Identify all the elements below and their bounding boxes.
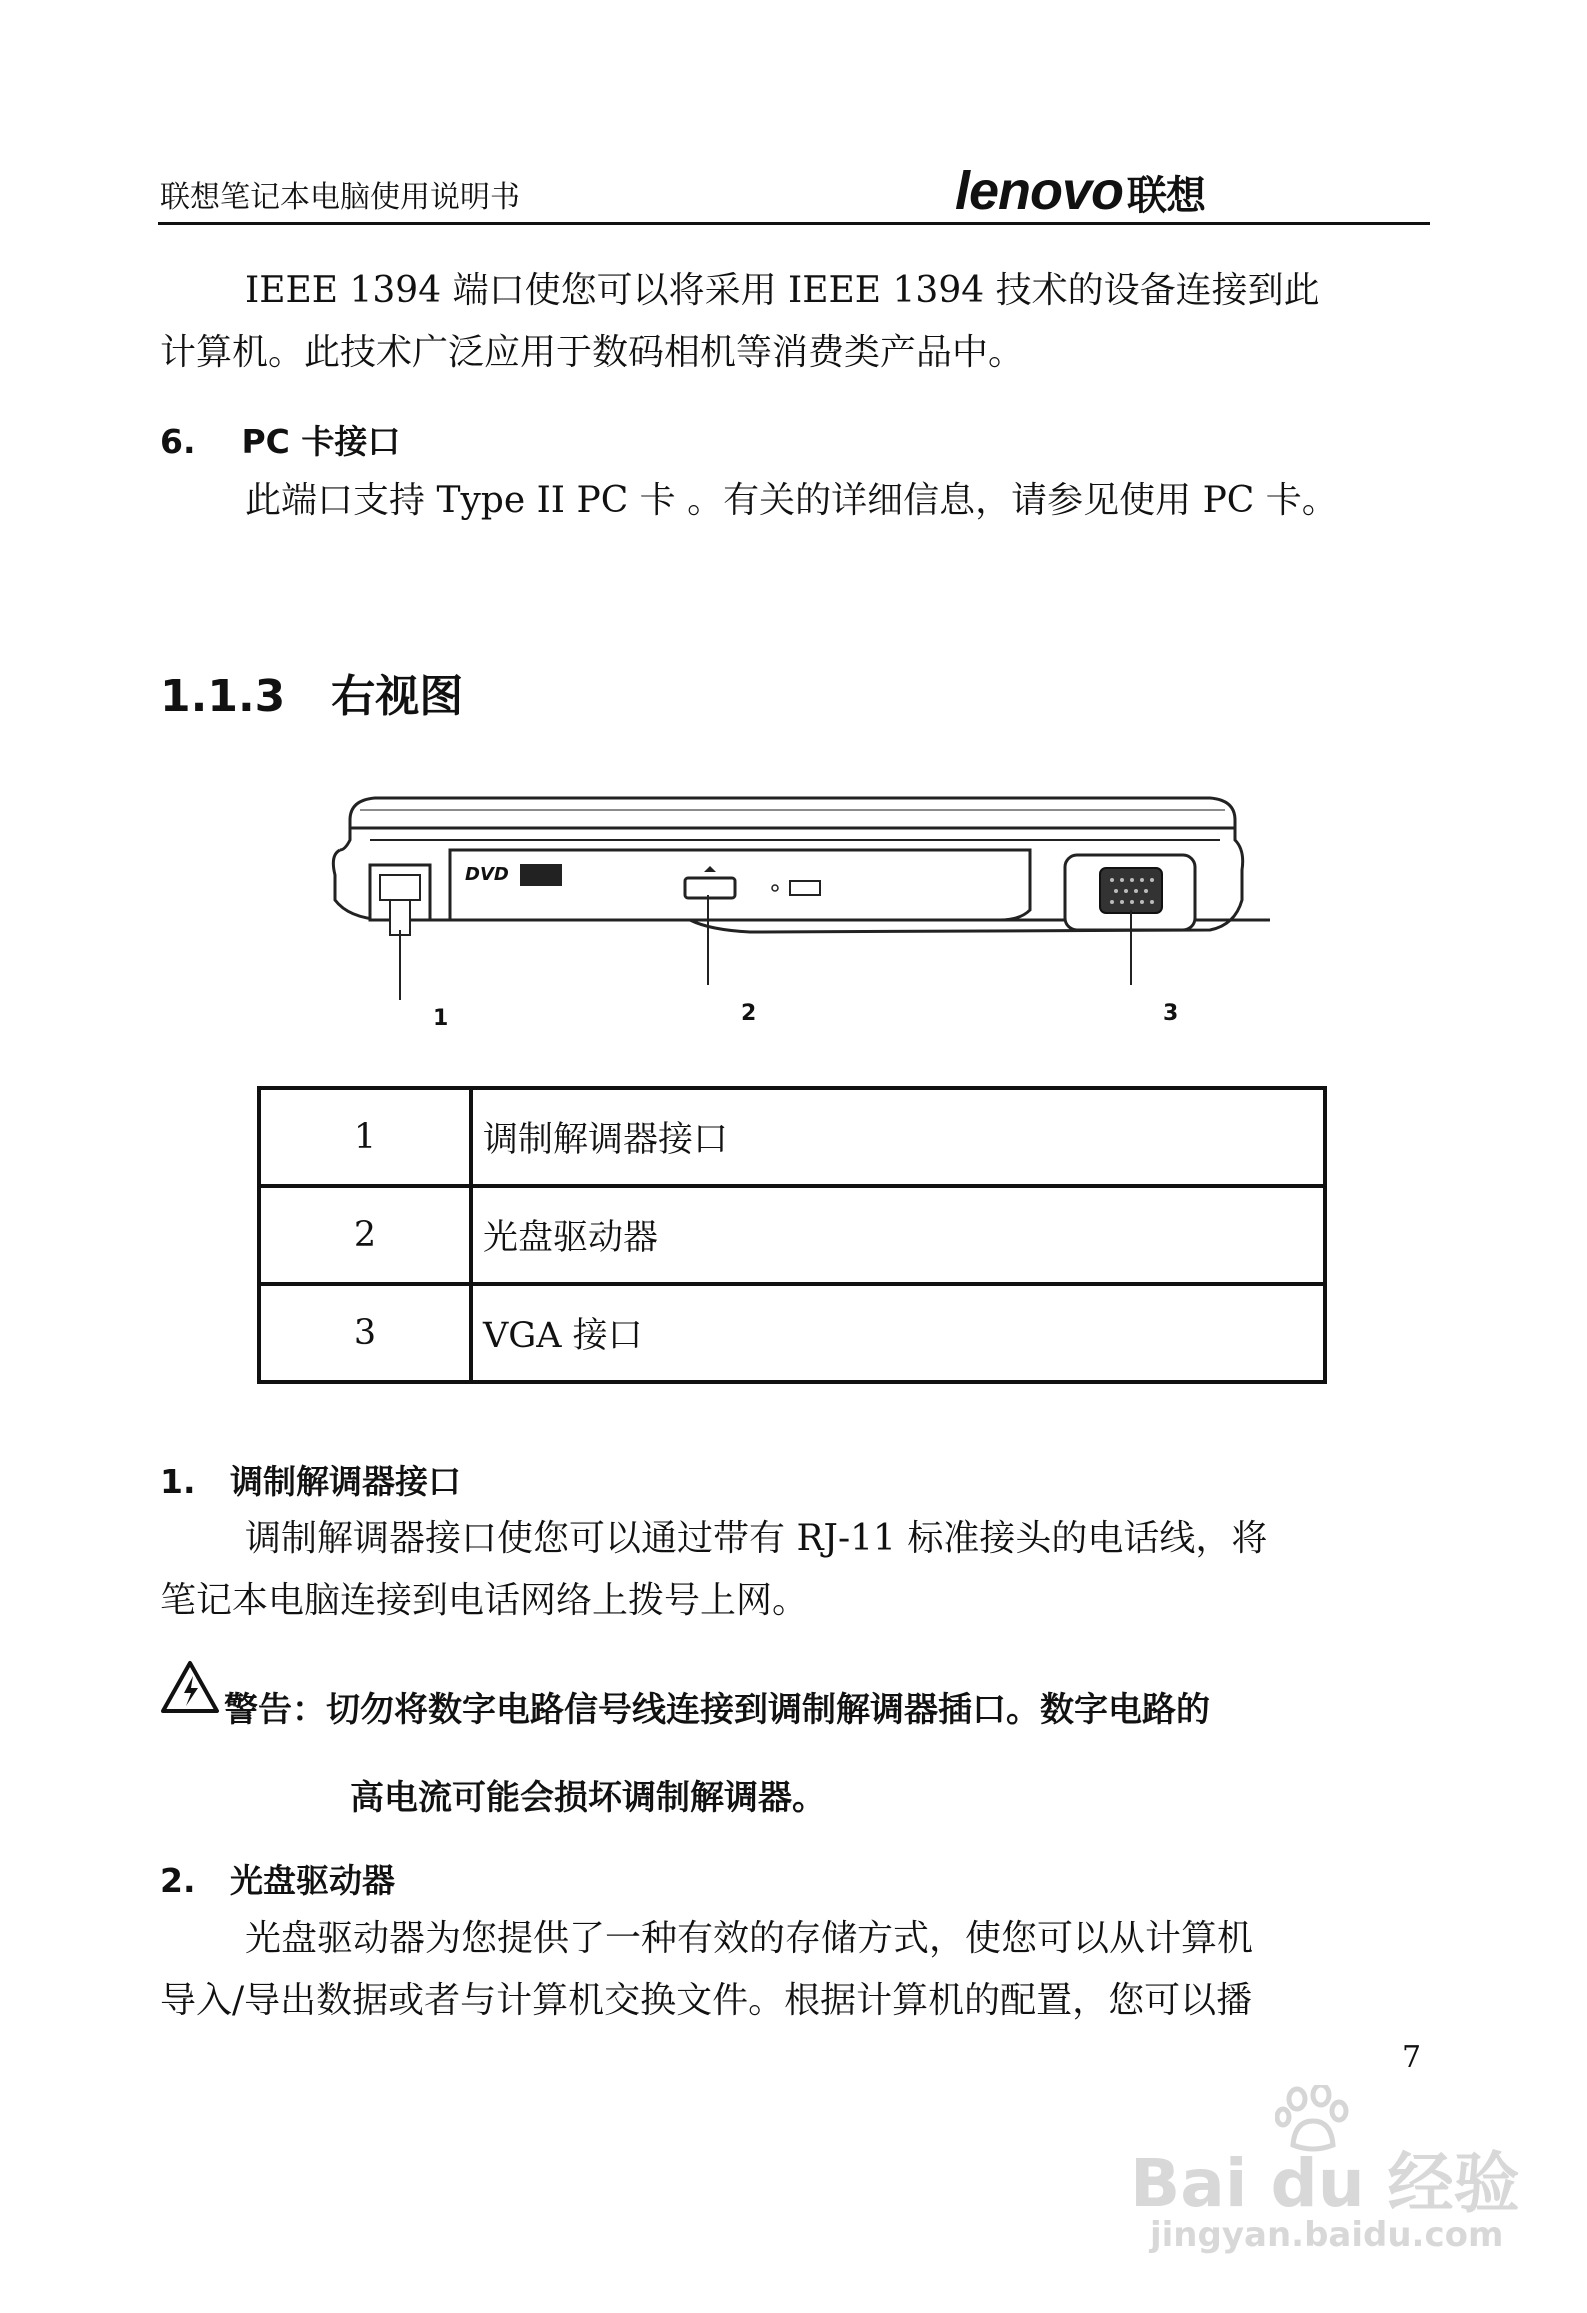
ieee-line-1: IEEE 1394 端口使您可以将采用 IEEE 1394 技术的设备连接到此 (245, 270, 1320, 311)
table-cell-num: 2 (259, 1186, 471, 1284)
modem-heading: 1. 调制解调器接口 (160, 1462, 461, 1501)
page-number: 7 (1402, 2040, 1422, 2075)
table-cell-label: VGA 接口 (471, 1284, 1325, 1382)
optical-line-1: 光盘驱动器为您提供了一种有效的存储方式，使您可以从计算机 (245, 1918, 1254, 1959)
ieee-line-2: 计算机。此技术广泛应用于数码相机等消费类产品中。 (160, 332, 1025, 373)
table-cell-label: 调制解调器接口 (471, 1088, 1325, 1186)
callout-2: 2 (741, 1001, 757, 1026)
laptop-right-view-figure (330, 780, 1270, 1040)
callout-1: 1 (433, 1006, 449, 1031)
table-cell-num: 1 (259, 1088, 471, 1186)
header-divider (158, 222, 1430, 225)
ports-table (257, 1086, 1327, 1384)
optical-drive-graphic (450, 850, 1030, 920)
callout-3: 3 (1163, 1001, 1179, 1026)
lenovo-logo (955, 160, 1205, 222)
optical-heading: 2. 光盘驱动器 (160, 1861, 395, 1900)
logo-text: lenovo (955, 161, 1124, 221)
table-cell-num: 3 (259, 1284, 471, 1382)
warning-icon (160, 1660, 220, 1714)
table-row (259, 1088, 1325, 1186)
optical-line-2: 导入/导出数据或者与计算机交换文件。根据计算机的配置，您可以播 (160, 1980, 1253, 2021)
table-row (259, 1186, 1325, 1284)
modem-line-2: 笔记本电脑连接到电话网络上拨号上网。 (160, 1580, 809, 1621)
table-cell-label: 光盘驱动器 (471, 1186, 1325, 1284)
header-title: 联想笔记本电脑使用说明书 (160, 180, 520, 215)
modem-port-graphic (370, 865, 430, 935)
warning-line-2: 高电流可能会损坏调制解调器。 (350, 1778, 826, 1818)
section6-body: 此端口支持 Type II PC 卡 。有关的详细信息，请参见使用 PC 卡。 (245, 480, 1338, 521)
table-row (259, 1284, 1325, 1382)
section6-heading: 6. PC 卡接口 (160, 422, 401, 461)
dvd-logo: DVD (465, 864, 509, 885)
modem-line-1: 调制解调器接口使您可以通过带有 RJ-11 标准接头的电话线，将 (245, 1518, 1268, 1559)
watermark-url: jingyan.baidu.com (1150, 2215, 1504, 2255)
watermark-brand: Bai du 经验 (1130, 2145, 1520, 2222)
warning-line-1: 警告：切勿将数字电路信号线连接到调制解调器插口。数字电路的 (224, 1690, 1210, 1730)
logo-cn-text: 联想 (1127, 174, 1206, 218)
section-113-heading: 1.1.3 右视图 (160, 671, 464, 722)
